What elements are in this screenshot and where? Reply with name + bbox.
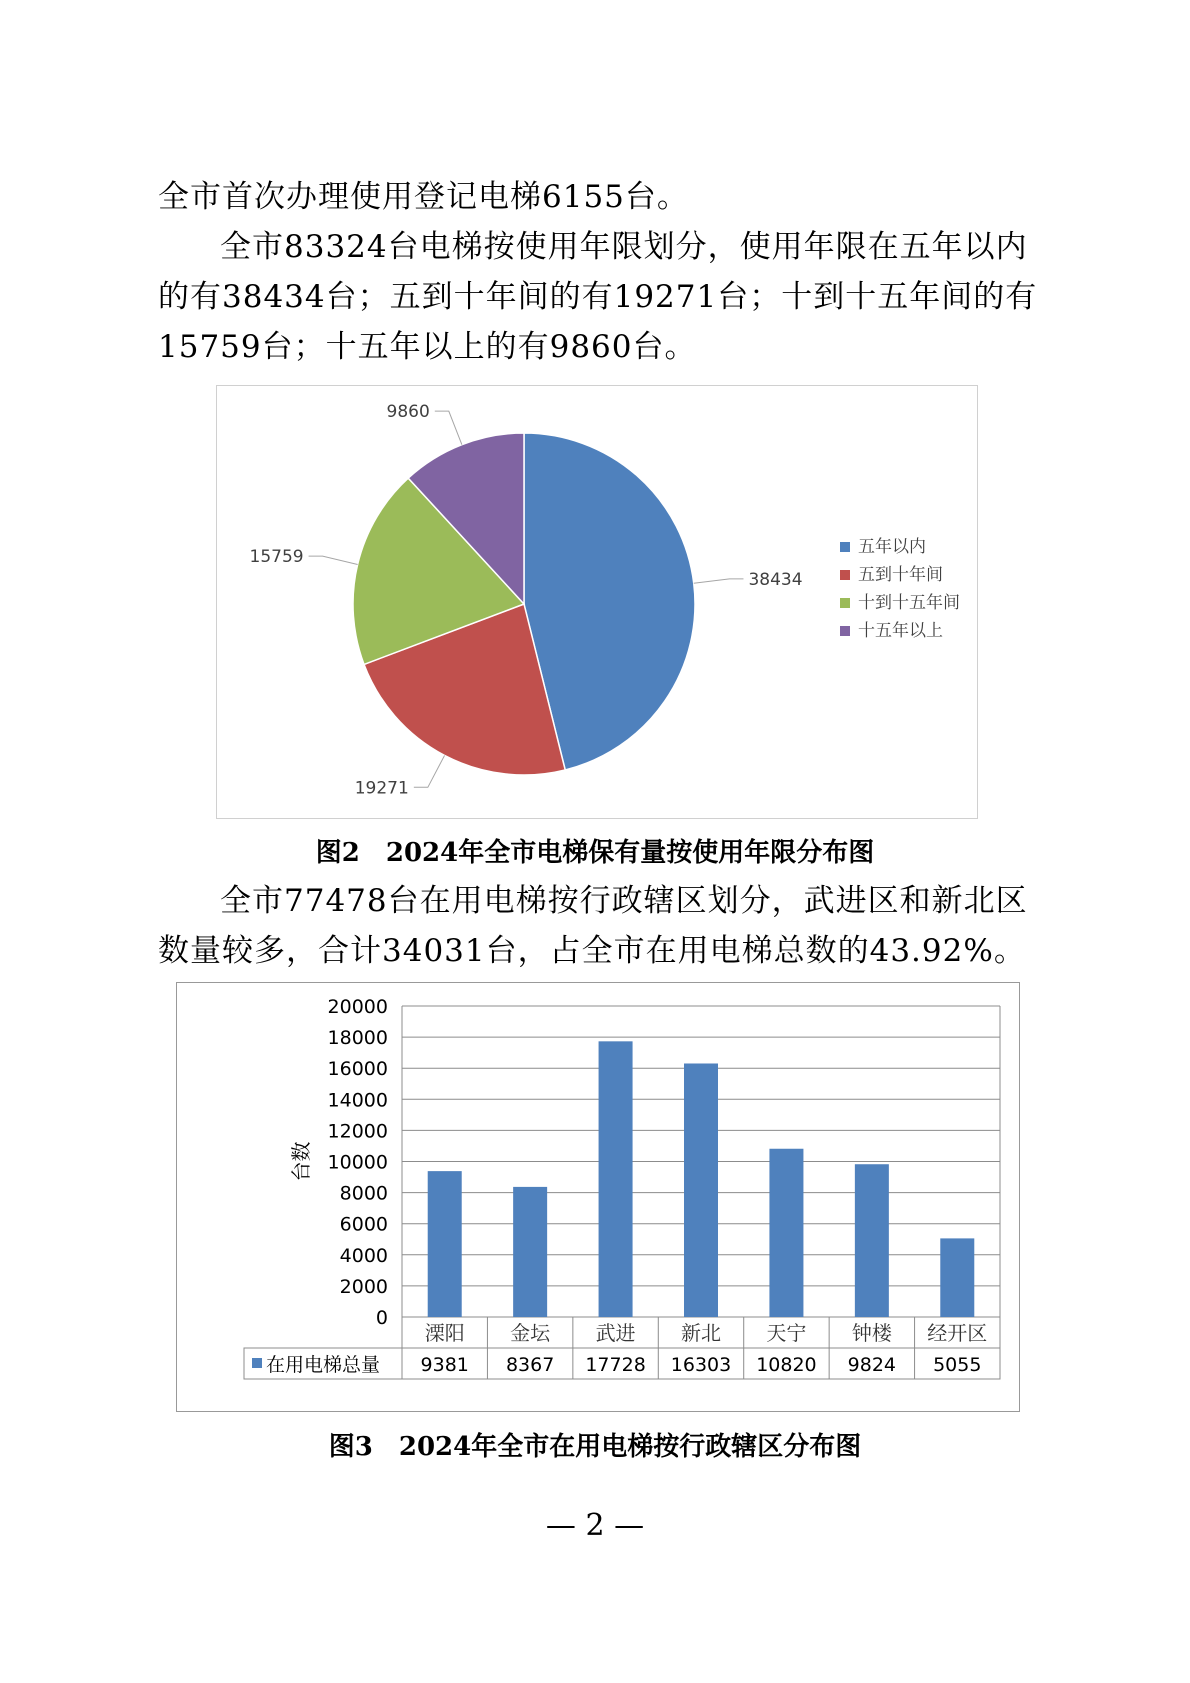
- x-category-label: 经开区: [927, 1321, 988, 1345]
- y-tick-label: 2000: [339, 1275, 388, 1298]
- pie-chart: [216, 385, 978, 819]
- paragraph-first-registration: 全市首次办理使用登记电梯6155台。: [158, 179, 689, 215]
- y-axis-title: 台数: [289, 1141, 313, 1182]
- figure-3-caption: 图3 2024年全市在用电梯按行政辖区分布图: [328, 1432, 862, 1462]
- body-text-middle: [158, 876, 1046, 976]
- x-category-label: 溧阳: [424, 1321, 465, 1345]
- data-table-value: 10820: [756, 1354, 817, 1376]
- x-category-label: 新北: [681, 1321, 721, 1345]
- data-table-value: 16303: [670, 1354, 732, 1376]
- y-tick-label: 8000: [339, 1182, 388, 1205]
- pie-data-label: 38434: [748, 569, 803, 590]
- legend-swatch: [840, 570, 850, 580]
- data-table-value: 8367: [505, 1354, 555, 1376]
- paragraph-district-distribution: 全市77478台在用电梯按行政辖区划分，武进区和新北区数量较多，合计34031台，占全市在用电梯总数的43.92%。: [158, 883, 1028, 969]
- y-tick-label: 4000: [339, 1244, 388, 1267]
- x-category-label: 天宁: [766, 1321, 807, 1345]
- bar: [599, 1041, 633, 1317]
- pie-data-label: 15759: [249, 547, 304, 568]
- legend-label: 十到十五年间: [858, 593, 960, 613]
- legend-swatch: [840, 542, 850, 552]
- y-tick-label: 16000: [327, 1058, 388, 1081]
- pie-leader-line: [435, 411, 462, 445]
- y-tick-label: 10000: [327, 1151, 388, 1174]
- y-tick-label: 12000: [327, 1120, 388, 1143]
- bar: [940, 1238, 974, 1317]
- pie-data-label: 9860: [386, 402, 430, 423]
- y-tick-label: 14000: [327, 1089, 388, 1112]
- figure-2-caption: 图2 2024年全市电梯保有量按使用年限分布图: [315, 838, 875, 868]
- body-text-top: [158, 172, 1046, 372]
- page-number: — 2 —: [545, 1508, 645, 1543]
- legend-swatch: [840, 598, 850, 608]
- data-table-value: 9824: [847, 1354, 897, 1376]
- data-table-value: 9381: [420, 1354, 469, 1376]
- paragraph-age-distribution: 全市83324台电梯按使用年限划分，使用年限在五年以内的有38434台；五到十年间的有19271台；十到十五年间的有15759台；十五年以上的有9860台。: [158, 229, 1038, 365]
- y-tick-label: 18000: [327, 1027, 388, 1050]
- bar: [428, 1171, 462, 1317]
- legend-label: 五到十年间: [858, 565, 943, 585]
- pie-leader-line: [309, 556, 358, 564]
- x-category-label: 金坛: [510, 1321, 551, 1345]
- bar: [513, 1187, 547, 1317]
- data-table-value: 5055: [933, 1354, 982, 1376]
- series-legend-swatch: [252, 1358, 262, 1368]
- legend-swatch: [840, 626, 850, 636]
- pie-leader-line: [414, 755, 445, 787]
- y-tick-label: 20000: [327, 996, 388, 1018]
- x-category-label: 武进: [595, 1321, 636, 1345]
- bar: [769, 1149, 803, 1317]
- legend-label: 五年以内: [858, 537, 926, 557]
- bar-chart-svg: [177, 983, 1019, 1411]
- pie-data-label: 19271: [354, 778, 409, 799]
- x-category-label: 钟楼: [851, 1321, 892, 1345]
- pie-chart-svg: [217, 386, 977, 818]
- bar: [855, 1164, 889, 1317]
- legend-label: 十五年以上: [858, 621, 943, 641]
- y-tick-label: 0: [375, 1307, 388, 1329]
- bar: [684, 1063, 718, 1317]
- data-table-value: 17728: [585, 1354, 646, 1376]
- bar-chart: [176, 982, 1020, 1412]
- series-legend-label: 在用电梯总量: [266, 1354, 381, 1376]
- y-tick-label: 6000: [339, 1213, 388, 1236]
- pie-leader-line: [694, 579, 744, 583]
